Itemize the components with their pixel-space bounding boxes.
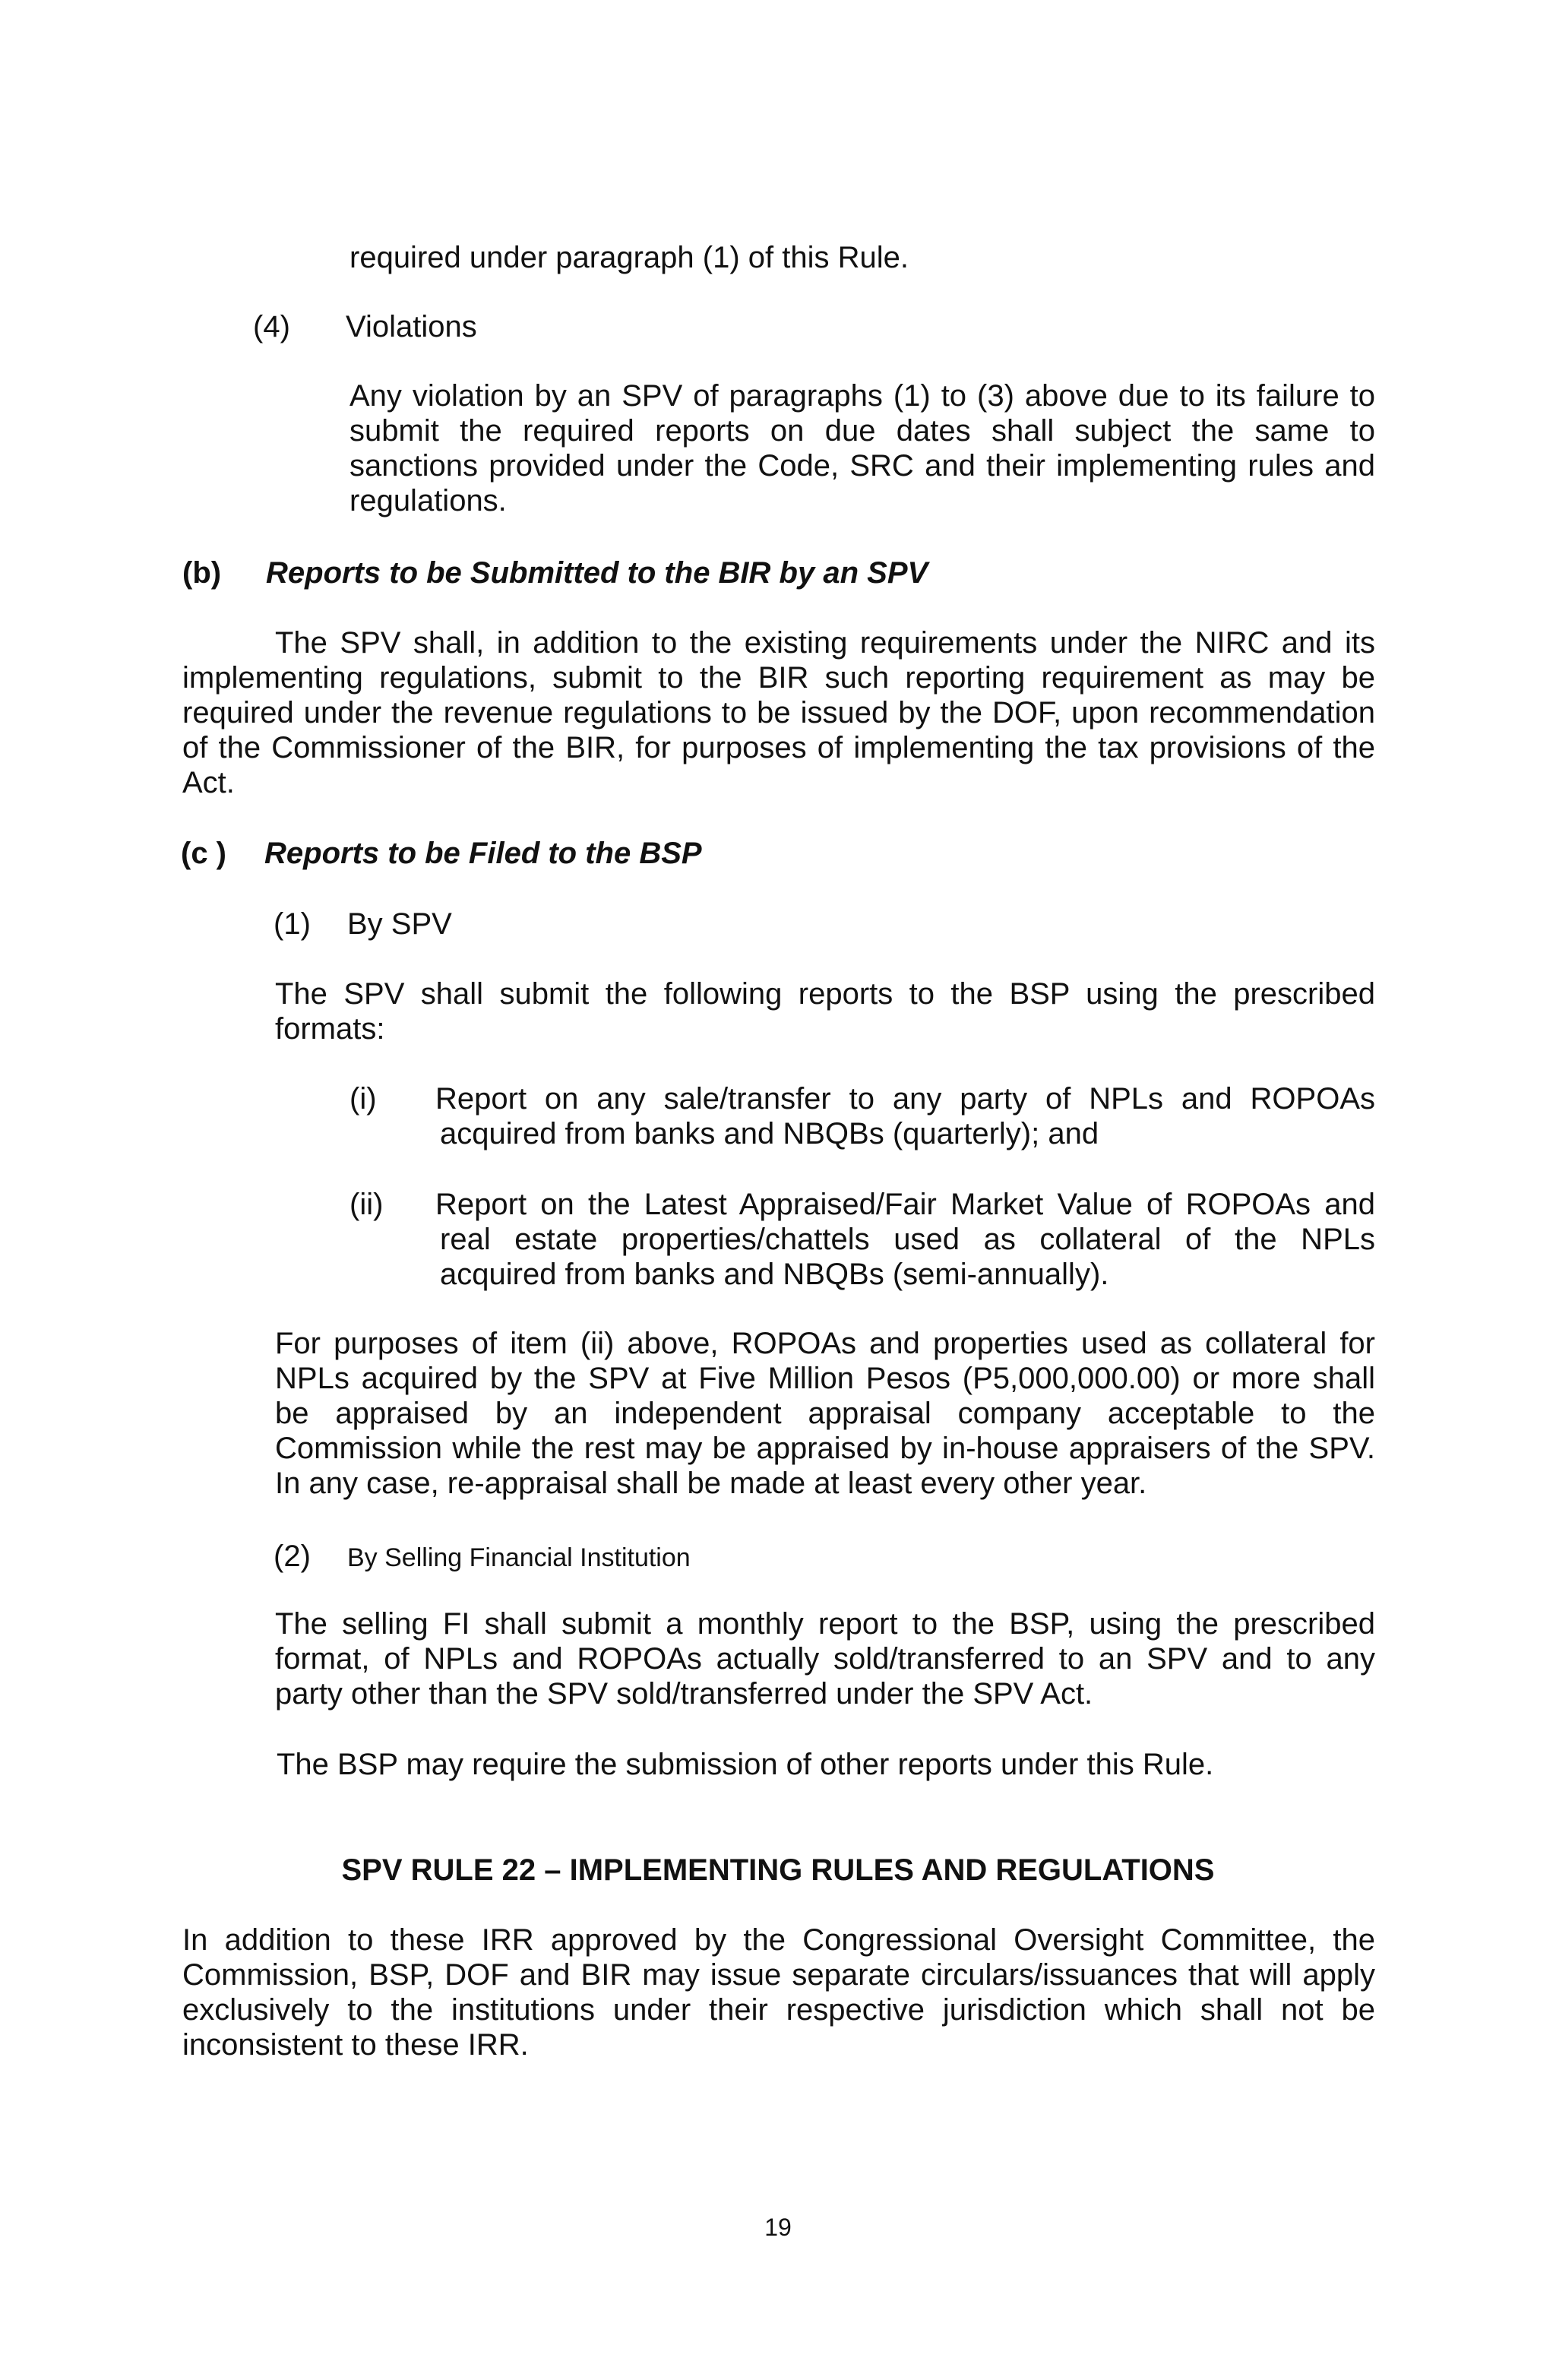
section-b-line: Act. — [182, 766, 235, 799]
section-b-title: Reports to be Submitted to the BIR by an SPV — [266, 556, 928, 590]
violations-line: regulations. — [349, 484, 507, 517]
bsp-closing-text: The BSP may require the submission of other reports under this Rule. — [277, 1748, 1214, 1781]
rule-22-line: inconsistent to these IRR. — [182, 2028, 529, 2062]
section-b-paragraph — [182, 625, 1375, 800]
by-fi-line: The selling FI shall submit a monthly report to the BSP, using the prescribed — [275, 1607, 1375, 1641]
by-fi-paragraph — [275, 1606, 1375, 1711]
item-ii-marker: (ii) — [349, 1188, 384, 1221]
purpose-paragraph — [275, 1326, 1375, 1501]
violations-line: sanctions provided under the Code, SRC and their implementing rules and — [349, 449, 1375, 483]
section-b-line: of the Commissioner of the BIR, for purposes of implementing the tax provisions of the — [182, 731, 1375, 764]
purpose-line: In any case, re-appraisal shall be made at least every other year. — [275, 1467, 1147, 1500]
item-i-line: Report on any sale/transfer to any party of NPLs and ROPOAs — [435, 1082, 1375, 1116]
section-c-marker: (c ) — [181, 837, 226, 870]
by-spv-intro-line: The SPV shall submit the following reports to the BSP using the prescribed — [275, 977, 1375, 1011]
item-ii-line: real estate properties/chattels used as collateral of the NPLs — [440, 1223, 1375, 1256]
violations-line: Any violation by an SPV of paragraphs (1) to (3) above due to its failure to — [349, 379, 1375, 413]
by-spv-number: (1) — [274, 907, 311, 941]
continuation-text: required under paragraph (1) of this Rule. — [349, 241, 909, 274]
section-c-title: Reports to be Filed to the BSP — [264, 837, 702, 870]
item-ii-line: acquired from banks and NBQBs (semi-annually). — [440, 1258, 1109, 1291]
section-b-marker: (b) — [182, 556, 222, 590]
section-b-line: required under the revenue regulations to be issued by the DOF, upon recommendation — [182, 696, 1375, 730]
item-i-text — [435, 1081, 1375, 1151]
section-b-line: implementing regulations, submit to the BIR such reporting requirement as may be — [182, 661, 1375, 695]
purpose-line: Commission while the rest may be appraised by in-house appraisers of the SPV. — [275, 1432, 1375, 1465]
item-i-line: acquired from banks and NBQBs (quarterly); and — [440, 1117, 1099, 1150]
by-fi-line: format, of NPLs and ROPOAs actually sold/transferred to an SPV and to any — [275, 1642, 1375, 1676]
by-fi-number: (2) — [274, 1540, 311, 1573]
item-i-marker: (i) — [349, 1082, 377, 1116]
purpose-line: For purposes of item (ii) above, ROPOAs and properties used as collateral for — [275, 1327, 1375, 1360]
item-ii-text — [435, 1187, 1375, 1292]
purpose-line: NPLs acquired by the SPV at Five Million Pesos (P5,000,000.00) or more shall — [275, 1362, 1375, 1395]
violations-paragraph — [349, 378, 1375, 518]
by-spv-intro — [275, 976, 1375, 1046]
rule-22-line: Commission, BSP, DOF and BIR may issue separate circulars/issuances that will apply — [182, 1958, 1375, 1992]
by-fi-line: party other than the SPV sold/transferred under the SPV Act. — [275, 1677, 1093, 1711]
violations-title: Violations — [346, 310, 477, 343]
section-b-line: The SPV shall, in addition to the existing requirements under the NIRC and its — [275, 626, 1375, 660]
rule-22-line: In addition to these IRR approved by the Congressional Oversight Committee, the — [182, 1923, 1375, 1957]
rule-22-heading: SPV RULE 22 – IMPLEMENTING RULES AND REGULATIONS — [341, 1853, 1215, 1887]
item-ii-line: Report on the Latest Appraised/Fair Market Value of ROPOAs and — [435, 1188, 1375, 1221]
violations-number: (4) — [253, 310, 290, 343]
by-spv-title: By SPV — [347, 907, 452, 941]
by-spv-intro-line: formats: — [275, 1012, 385, 1046]
rule-22-paragraph — [182, 1923, 1375, 2062]
page-number: 19 — [764, 2214, 792, 2241]
by-fi-title: By Selling Financial Institution — [347, 1543, 691, 1572]
violations-line: submit the required reports on due dates shall subject the same to — [349, 414, 1375, 448]
purpose-line: be appraised by an independent appraisal company acceptable to the — [275, 1397, 1375, 1430]
rule-22-line: exclusively to the institutions under their respective jurisdiction which shall not be — [182, 1993, 1375, 2027]
